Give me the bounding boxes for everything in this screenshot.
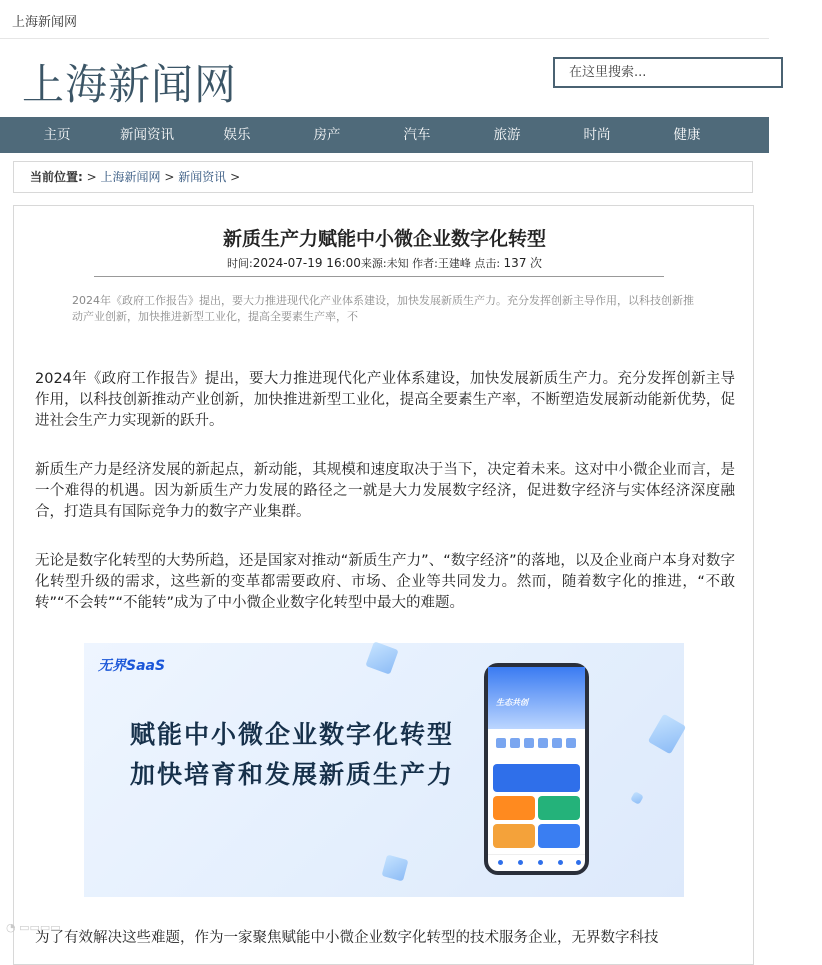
banner-headline-2: 加快培育和发展新质生产力 [130,760,455,789]
nav-item-news[interactable]: 新闻资讯 [120,127,174,143]
article-title: 新质生产力赋能中小微企业数字化转型 [222,228,546,250]
phone-card [493,764,580,792]
meta-author: 王建峰 [437,257,471,270]
site-logo[interactable]: 上海新闻网 [22,60,238,109]
meta-clicks-unit: 次 [529,256,542,270]
phone-card [493,796,535,820]
nav-item-realestate[interactable]: 房产 [313,127,341,143]
meta-source: 未知 [386,257,409,270]
breadcrumb-home-link[interactable]: 上海新闻网 [100,170,161,184]
article-banner-image [84,643,684,897]
watermark-logo-icon: ◔ ▭▭▭▭ [6,921,61,934]
meta-clicks-label: 点击: [474,257,501,270]
article-paragraph-3: 无论是数字化转型的大势所趋，还是国家对推动“新质生产力”、“数字经济”的落地，以及企业商户本身对数字化转型升级的需求，这些新的变革都需要政府、市场、企业等共同发力。然而，随着数字化的推进，“不敢转”“不会转”“不能转”成为了中小微企业数字化转型中最大的难题。 [35,553,735,611]
article-paragraph-4: 为了有效解决这些难题，作为一家聚焦赋能中小微企业数字化转型的技术服务企业，无界数字科技 [35,930,659,946]
nav-item-entertainment[interactable]: 娱乐 [223,127,251,143]
phone-card [493,824,535,848]
phone-title: 生态共创 [496,698,528,707]
meta-time-label: 时间: [227,257,253,270]
nav-item-travel[interactable]: 旅游 [493,127,521,143]
breadcrumb-sep: > [230,170,241,184]
meta-source-label: 来源: [360,257,387,270]
breadcrumb-label: 当前位置: [30,170,83,184]
cube-decoration [630,791,644,805]
article-meta [14,254,755,271]
cube-decoration [382,855,409,882]
search-box[interactable] [553,57,783,88]
phone-card [538,824,580,848]
breadcrumb-sep: > [86,170,97,184]
banner-headline-1: 赋能中小微企业数字化转型 [130,720,455,749]
meta-author-label: 作者: [412,257,438,270]
phone-card [538,796,580,820]
banner-brand-logo: 无界SaaS [98,658,166,674]
meta-time: 2024-07-19 16:00 [252,256,361,270]
breadcrumb [13,161,753,193]
top-site-name[interactable]: 上海新闻网 [12,15,78,30]
main-nav [0,117,784,153]
nav-item-auto[interactable]: 汽车 [403,127,431,143]
nav-item-tech[interactable]: 科 [770,127,784,143]
search-input[interactable] [555,59,781,86]
phone-mockup [484,663,589,875]
nav-item-fashion[interactable]: 时尚 [583,127,611,143]
phone-tabbar [488,854,585,871]
meta-clicks: 137 [503,256,527,270]
cube-decoration [365,641,398,674]
nav-item-health[interactable]: 健康 [673,127,701,143]
breadcrumb-sep: > [164,170,175,184]
top-bar [0,0,769,39]
article-paragraph-1: 2024年《政府工作报告》提出，要大力推进现代化产业体系建设，加快发展新质生产力。充分发挥创新主导作用，以科技创新推动产业创新，加快推进新型工业化，提高全要素生产率，不断塑造发展新动能新优势，促进社会生产力实现新的跃升。 [35,371,735,429]
nav-item-home[interactable]: 主页 [43,127,71,143]
article-paragraph-2: 新质生产力是经济发展的新起点，新动能，其规模和速度取决于当下，决定着未来。这对中小微企业而言，是一个难得的机遇。因为新质生产力发展的路径之一就是大力发展数字经济，促进数字经济与实体经济深度融合，打造具有国际竞争力的数字产业集群。 [35,462,735,520]
article-summary: 2024年《政府工作报告》提出，要大力推进现代化产业体系建设，加快发展新质生产力。充分发挥创新主导作用，以科技创新推动产业创新，加快推进新型工业化，提高全要素生产率，不 [72,294,694,323]
breadcrumb-news-link[interactable]: 新闻资讯 [178,170,227,184]
title-divider [94,276,664,277]
cube-decoration [648,714,687,755]
phone-icon-grid [496,735,582,757]
article-container [13,205,754,965]
